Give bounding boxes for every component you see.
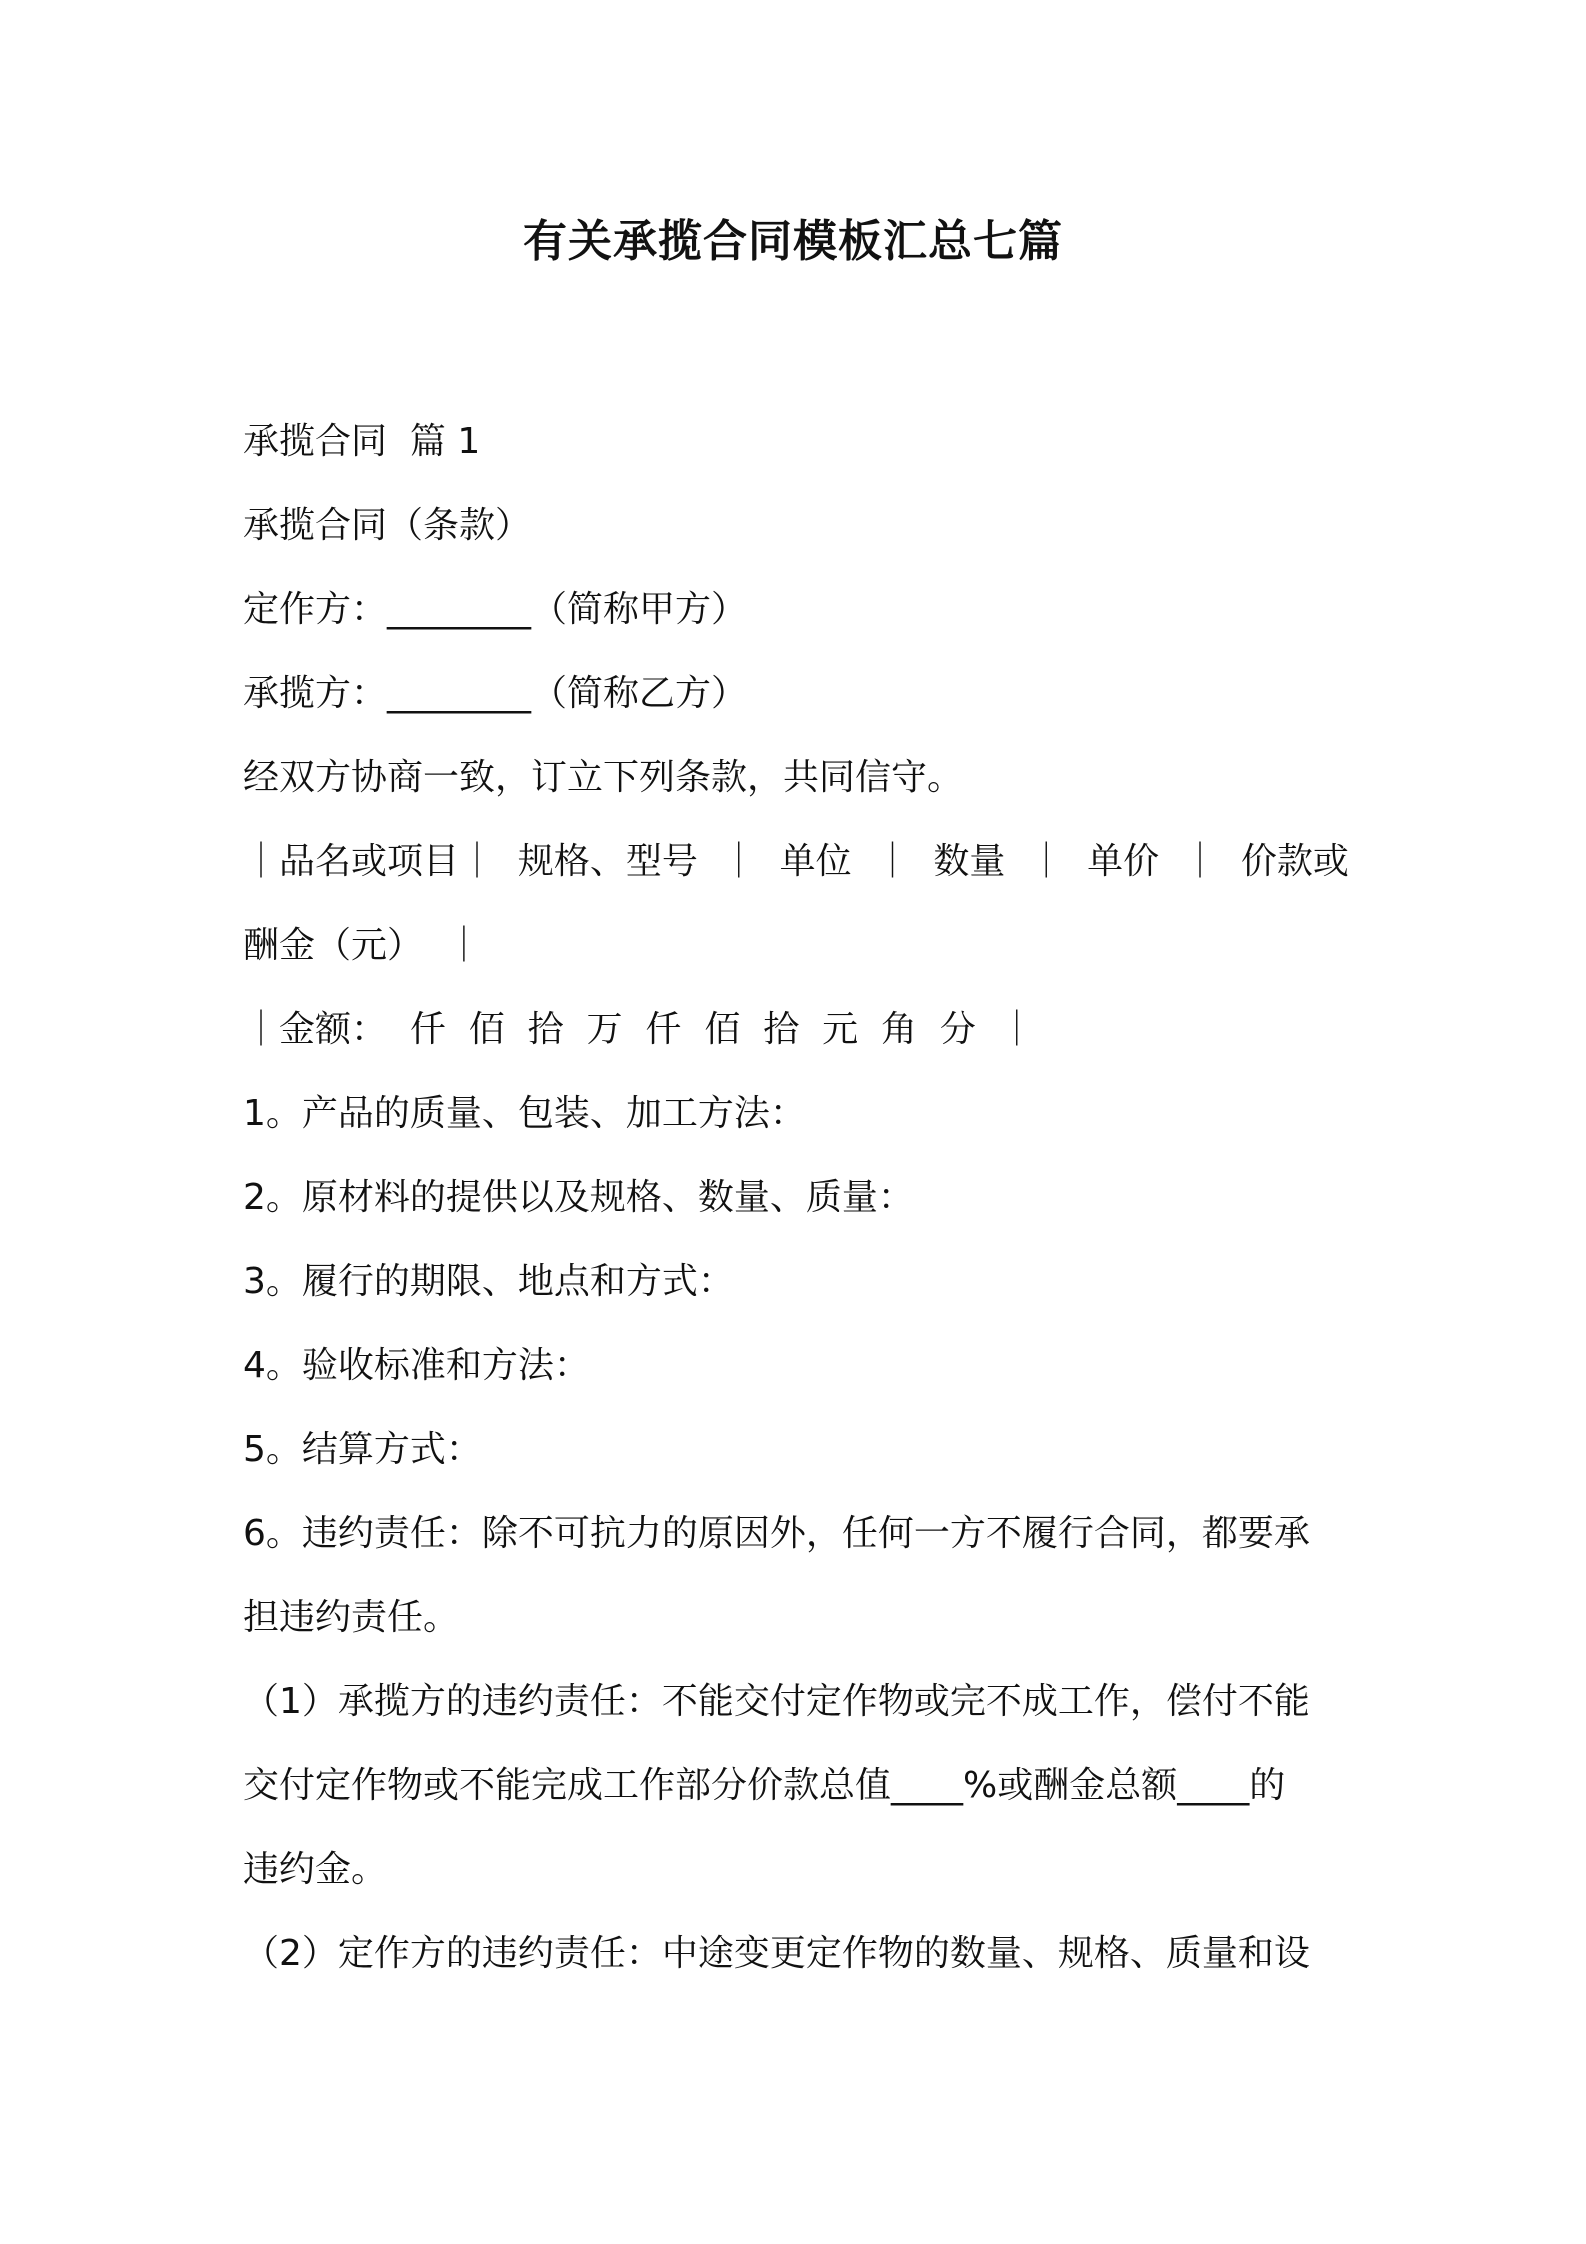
clause-3: 3。履行的期限、地点和方式： bbox=[243, 1261, 734, 1302]
table-header-cell: 价款或 bbox=[1240, 841, 1349, 882]
document-body bbox=[243, 400, 1353, 1996]
table-header-cell: 单位 bbox=[779, 841, 852, 882]
table-header-wrap: 酬金（元） ｜ bbox=[243, 925, 482, 966]
preamble: 经双方协商一致，订立下列条款，共同信守。 bbox=[243, 757, 964, 798]
clause-5: 5。结算方式： bbox=[243, 1429, 482, 1470]
document-title: 有关承揽合同模板汇总七篇 bbox=[523, 216, 1063, 267]
party-a-line: 定作方：________（简称甲方） bbox=[243, 589, 748, 630]
clause-6-line-1: 6。违约责任：除不可抗力的原因外，任何一方不履行合同，都要承 bbox=[243, 1513, 1310, 1554]
table-separator: ｜ bbox=[1182, 841, 1219, 882]
clause-6-line-2: 担违约责任。 bbox=[243, 1597, 460, 1638]
party-b-line: 承揽方：________（简称乙方） bbox=[243, 673, 748, 714]
clause-4: 4。验收标准和方法： bbox=[243, 1345, 590, 1386]
table-header-cell: ｜品名或项目｜ bbox=[243, 841, 496, 882]
sub-clause-1-line-1: （1）承揽方的违约责任：不能交付定作物或完不成工作，偿付不能 bbox=[243, 1681, 1310, 1722]
sub-clause-1-line-2: 交付定作物或不能完成工作部分价款总值____%或酬金总额____的 bbox=[243, 1765, 1286, 1806]
section-heading: 承揽合同 篇 1 bbox=[243, 421, 481, 462]
table-header-cell: 数量 bbox=[933, 841, 1006, 882]
table-header-cell: 单价 bbox=[1087, 841, 1160, 882]
table-separator: ｜ bbox=[1028, 841, 1065, 882]
table-separator: ｜ bbox=[874, 841, 911, 882]
clause-1: 1。产品的质量、包装、加工方法： bbox=[243, 1093, 806, 1134]
sub-clause-1-line-3: 违约金。 bbox=[243, 1849, 388, 1890]
table-header-cell: 规格、型号 bbox=[517, 841, 698, 882]
table-header-row bbox=[243, 820, 1353, 904]
amount-row: ｜金额： 仟 佰 拾 万 仟 佰 拾 元 角 分 ｜ bbox=[243, 1009, 1035, 1050]
sub-clause-2-line-1: （2）定作方的违约责任：中途变更定作物的数量、规格、质量和设 bbox=[243, 1933, 1310, 1974]
contract-name: 承揽合同（条款） bbox=[243, 505, 532, 546]
clause-2: 2。原材料的提供以及规格、数量、质量： bbox=[243, 1177, 914, 1218]
table-separator: ｜ bbox=[720, 841, 757, 882]
